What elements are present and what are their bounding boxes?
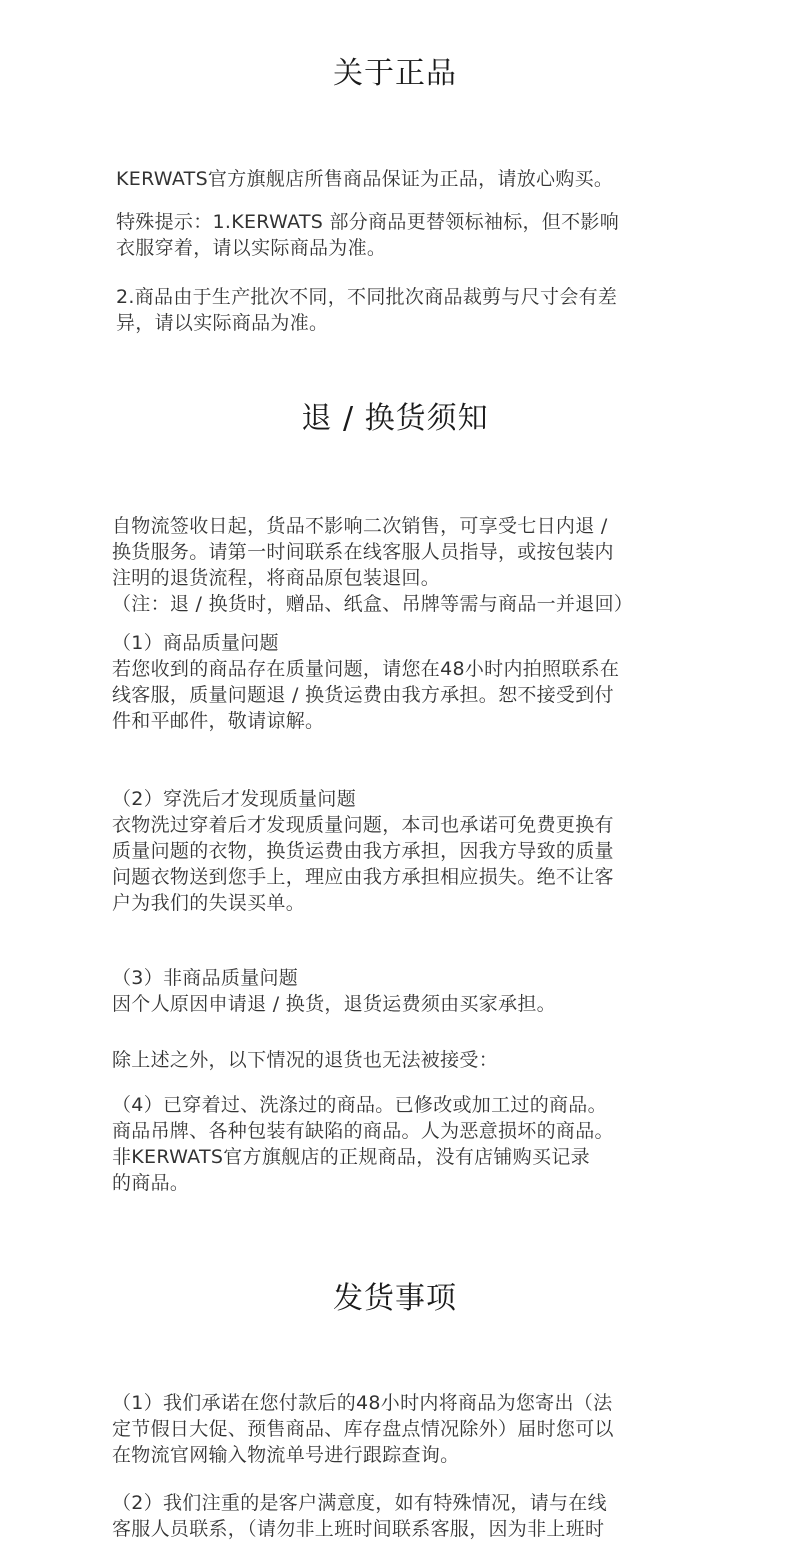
authentic-statement: KERWATS官方旗舰店所售商品保证为正品，请放心购买。 <box>116 168 614 190</box>
return-after-wash-issue: （2）穿洗后才发现质量问题 衣物洗过穿着后才发现质量问题，本司也承诺可免费更换有 质量问题的衣物，换货运费由我方承担，因我方导致的质量 问题衣物送到您手上，理应由我方承担相应损失。绝不让客 户为我们的失误买单。 <box>112 788 614 914</box>
return-quality-issue: （1）商品质量问题 若您收到的商品存在质量问题，请您在48小时内拍照联系在 线客服，质量问题退 / 换货运费由我方承担。恕不接受到付 件和平邮件，敬请谅解。 <box>112 632 620 732</box>
section-title-authentic: 关于正品 <box>333 56 457 91</box>
authentic-special-note: 特殊提示：1.KERWATS 部分商品更替领标袖标，但不影响 衣服穿着，请以实际商品为准。 <box>116 211 620 259</box>
section-title-return-exchange: 退 / 换货须知 <box>301 401 489 436</box>
return-exclusions-heading: 除上述之外，以下情况的退货也无法被接受： <box>112 1049 499 1071</box>
return-exclusions-list: （4）已穿着过、洗涤过的商品。已修改或加工过的商品。 商品吊牌、各种包装有缺陷的商品。人为恶意损坏的商品。 非KERWATS官方旗舰店的正规商品，没有店铺购买记录 的商品。 <box>112 1094 614 1194</box>
authentic-batch-note: 2.商品由于生产批次不同，不同批次商品裁剪与尺寸会有差 异，请以实际商品为准。 <box>116 286 618 334</box>
section-title-shipping: 发货事项 <box>333 1281 457 1316</box>
return-non-quality-issue: （3）非商品质量问题 因个人原因申请退 / 换货，退货运费须由买家承担。 <box>112 967 556 1015</box>
return-policy-intro: 自物流签收日起，货品不影响二次销售，可享受七日内退 / 换货服务。请第一时间联系在线客服人员指导，或按包装内 注明的退货流程，将商品原包装退回。 （注：退 / 换货时，赠品、纸盒、吊牌等需与商品一并退回） <box>112 515 634 615</box>
shipping-note-2: （2）我们注重的是客户满意度，如有特殊情况，请与在线 客服人员联系，（请勿非上班时间联系客服，因为非上班时 <box>112 1492 607 1540</box>
shipping-note-1: （1）我们承诺在您付款后的48小时内将商品为您寄出（法 定节假日大促、预售商品、库存盘点情况除外）届时您可以 在物流官网输入物流单号进行跟踪查询。 <box>112 1392 614 1466</box>
